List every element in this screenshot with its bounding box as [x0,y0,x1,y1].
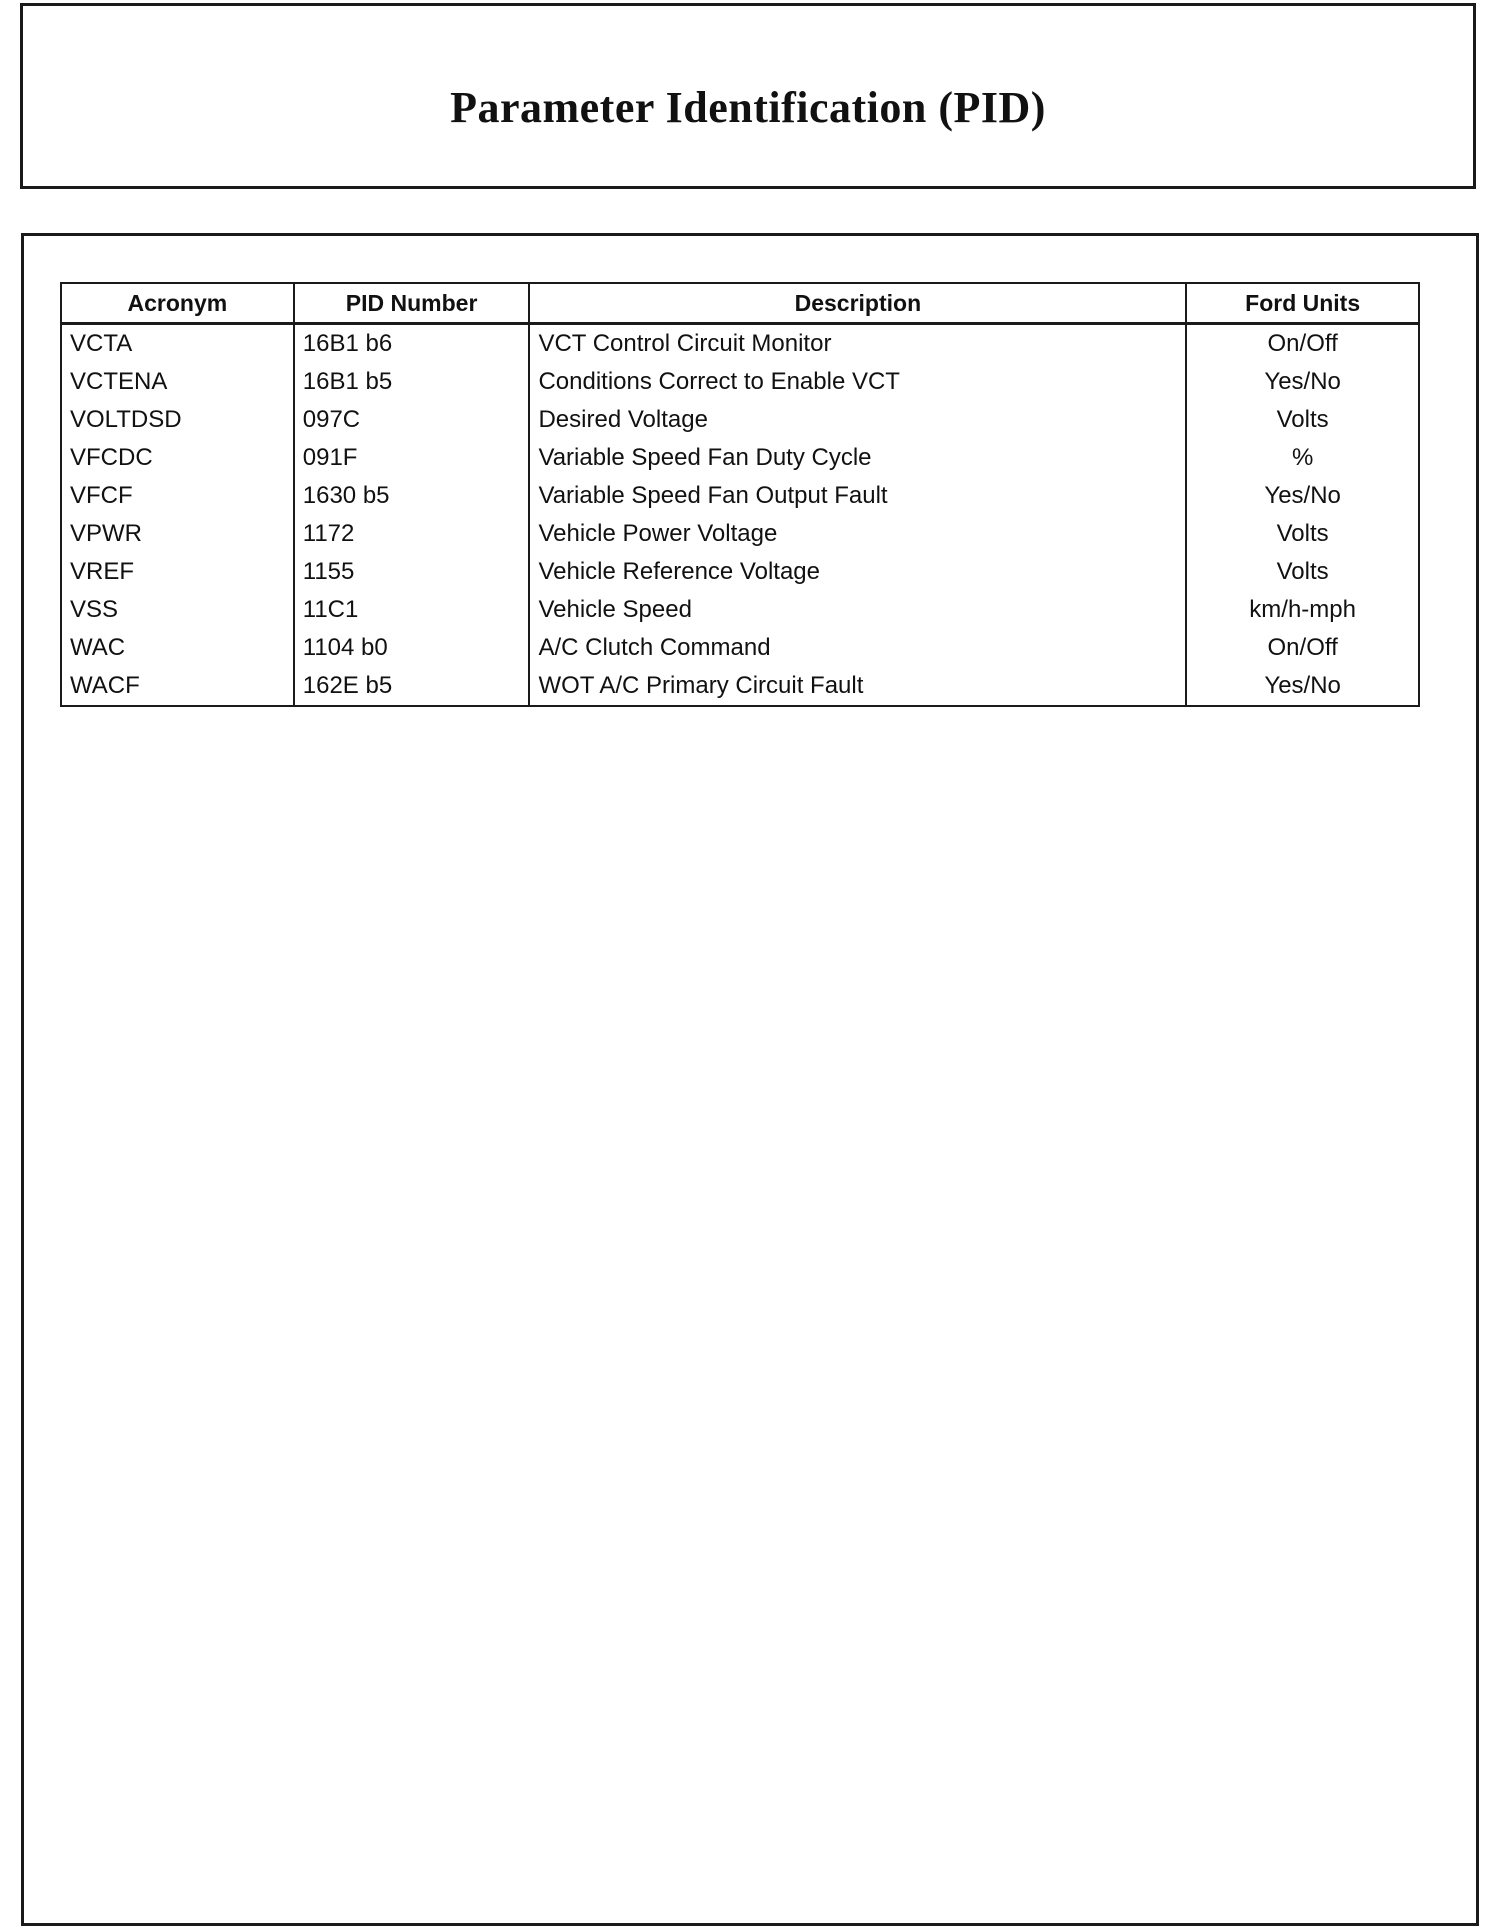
cell-pid-number: 16B1 b6 [294,324,530,364]
cell-description: A/C Clutch Command [529,629,1186,667]
cell-acronym: WACF [61,667,294,706]
cell-description: Variable Speed Fan Duty Cycle [529,439,1186,477]
cell-ford-units: Yes/No [1186,363,1419,401]
cell-acronym: VCTENA [61,363,294,401]
cell-description: Vehicle Power Voltage [529,515,1186,553]
cell-ford-units: On/Off [1186,324,1419,364]
cell-pid-number: 11C1 [294,591,530,629]
cell-acronym: VSS [61,591,294,629]
cell-description: Variable Speed Fan Output Fault [529,477,1186,515]
header-row [61,283,1419,324]
table-row [61,553,1419,591]
cell-pid-number: 1155 [294,553,530,591]
cell-pid-number: 097C [294,401,530,439]
cell-pid-number: 1172 [294,515,530,553]
content-box [21,233,1479,1926]
cell-pid-number: 16B1 b5 [294,363,530,401]
header-ford-units: Ford Units [1186,283,1419,324]
cell-ford-units: km/h-mph [1186,591,1419,629]
table-row [61,363,1419,401]
cell-acronym: VFCDC [61,439,294,477]
page-title: Parameter Identification (PID) [450,83,1046,132]
cell-description: Conditions Correct to Enable VCT [529,363,1186,401]
cell-description: Vehicle Speed [529,591,1186,629]
table-row [61,667,1419,706]
cell-ford-units: Volts [1186,515,1419,553]
cell-ford-units: Yes/No [1186,667,1419,706]
cell-pid-number: 1630 b5 [294,477,530,515]
cell-acronym: VCTA [61,324,294,364]
cell-ford-units: Yes/No [1186,477,1419,515]
cell-acronym: VREF [61,553,294,591]
cell-ford-units: Volts [1186,553,1419,591]
cell-pid-number: 091F [294,439,530,477]
cell-ford-units: On/Off [1186,629,1419,667]
table-row [61,515,1419,553]
cell-ford-units: % [1186,439,1419,477]
table-header [61,283,1419,324]
table-row [61,477,1419,515]
pid-table [60,282,1420,707]
cell-pid-number: 1104 b0 [294,629,530,667]
table-row [61,629,1419,667]
header-acronym: Acronym [61,283,294,324]
table-row [61,439,1419,477]
table-row [61,324,1419,364]
cell-ford-units: Volts [1186,401,1419,439]
cell-description: Desired Voltage [529,401,1186,439]
table-row [61,401,1419,439]
title-box [20,3,1476,189]
cell-description: Vehicle Reference Voltage [529,553,1186,591]
cell-description: VCT Control Circuit Monitor [529,324,1186,364]
header-pid-number: PID Number [294,283,530,324]
table-body [61,324,1419,707]
cell-acronym: WAC [61,629,294,667]
cell-acronym: VPWR [61,515,294,553]
header-description: Description [529,283,1186,324]
table-row [61,591,1419,629]
cell-acronym: VOLTDSD [61,401,294,439]
cell-description: WOT A/C Primary Circuit Fault [529,667,1186,706]
cell-acronym: VFCF [61,477,294,515]
cell-pid-number: 162E b5 [294,667,530,706]
